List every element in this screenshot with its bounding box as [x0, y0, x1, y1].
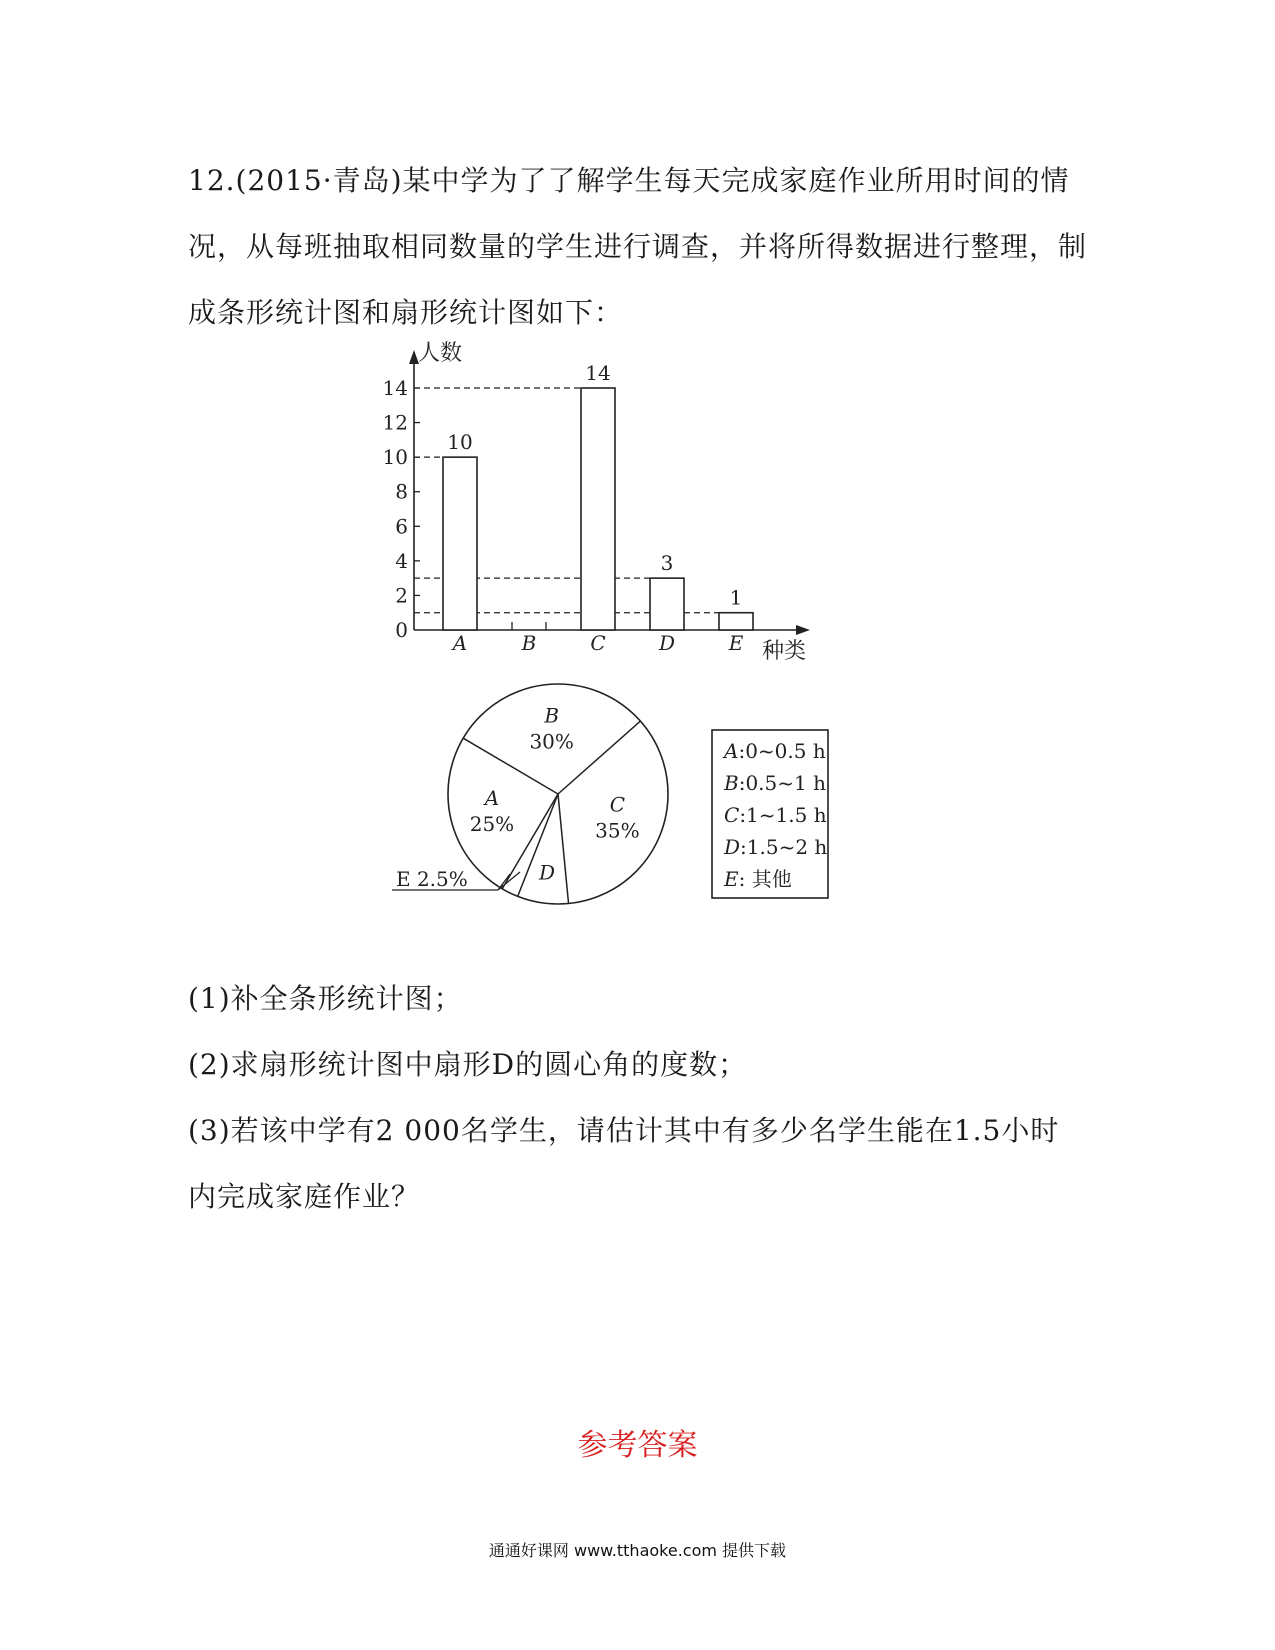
problem-figure: [382, 341, 842, 916]
y-tick-label: 6: [395, 514, 408, 539]
legend-item-A: A:0~0.5 h: [724, 739, 826, 763]
slice-percent-C: 35%: [595, 818, 640, 843]
y-tick-label: 14: [382, 376, 408, 400]
footer-text: 通通好课网 www.tthaoke.com 提供下载: [488, 1541, 787, 1560]
slice-label-C: C: [609, 792, 626, 817]
y-tick-label: 0: [395, 618, 408, 642]
y-tick-label: 8: [395, 479, 408, 504]
y-axis-label: 人数: [418, 341, 463, 366]
question-2: (2)求扇形统计图中扇形D的圆心角的度数；: [188, 1048, 748, 1081]
slice-percent-A: 25%: [469, 812, 515, 837]
legend-item-B: B:0.5~1 h: [724, 771, 826, 795]
category-label: E: [728, 631, 744, 655]
bar-value-label: 1: [729, 585, 743, 610]
y-tick-label: 4: [395, 548, 408, 573]
category-label: B: [521, 631, 537, 655]
slice-label-D: D: [538, 860, 556, 885]
slice-label-B: B: [544, 703, 560, 728]
category-label: A: [452, 631, 468, 655]
slice-label-E: E 2.5%: [396, 867, 468, 891]
bar-value-label: 10: [447, 430, 473, 455]
bar-value-label: 3: [660, 551, 674, 576]
pie-legend: [712, 730, 828, 898]
x-axis-label: 种类: [762, 639, 807, 664]
bar-A: [443, 457, 477, 630]
question-3: (3)若该中学有2 000名学生，请估计其中有多少名学生能在1.5小时内完成家庭作业？: [188, 1114, 1060, 1213]
question-1: (1)补全条形统计图；: [188, 982, 463, 1015]
legend-item-D: D:1.5~2 h: [724, 835, 828, 859]
legend-item-C: C:1~1.5 h: [724, 803, 827, 827]
slice-label-A: A: [484, 786, 500, 811]
bar-value-label: 14: [585, 361, 611, 385]
category-label: D: [658, 631, 676, 655]
y-tick-label: 2: [395, 583, 408, 608]
y-tick-label: 12: [382, 410, 408, 435]
slice-percent-B: 30%: [529, 729, 574, 754]
bar-C: [581, 388, 615, 630]
bar-D: [650, 578, 684, 630]
answer-heading: 参考答案: [577, 1428, 698, 1463]
y-tick-label: 10: [382, 445, 408, 470]
problem-statement: 12.(2015·青岛)某中学为了了解学生每天完成家庭作业所用时间的情况，从每班抽取相同数量的学生进行调查，并将所得数据进行整理，制成条形统计图和扇形统计图如下：: [188, 164, 1088, 329]
category-label: C: [590, 631, 606, 655]
legend-item-E: E: 其他: [724, 867, 792, 891]
bar-E: [719, 613, 753, 630]
